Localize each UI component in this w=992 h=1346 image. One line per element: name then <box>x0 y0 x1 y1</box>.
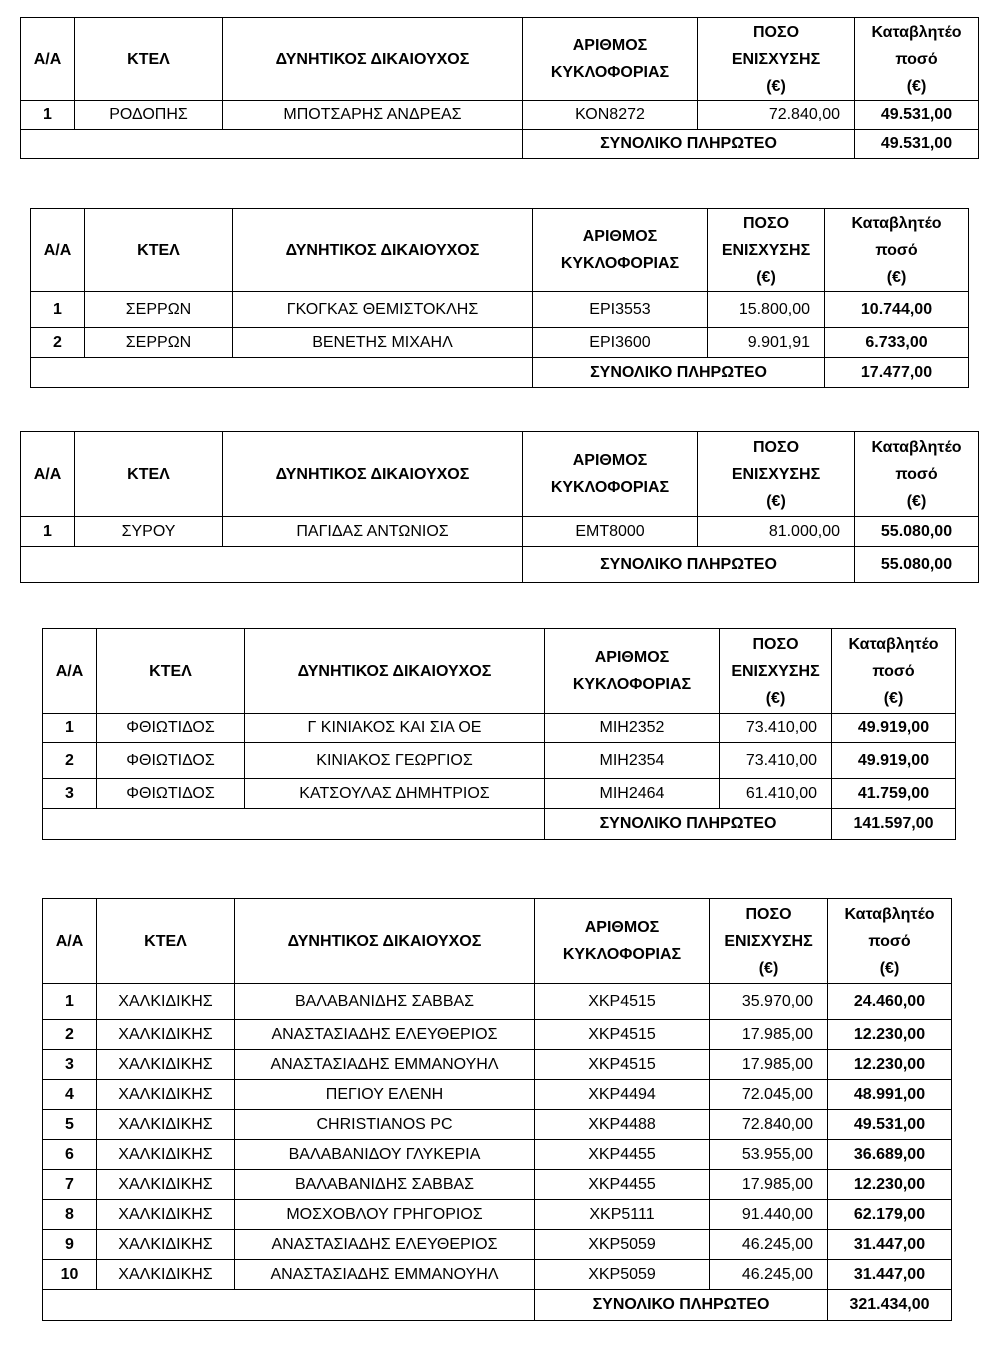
header-aid-amount <box>710 899 828 984</box>
row-aid-amount: 17.985,00 <box>710 1050 828 1080</box>
row-payable-amount: 36.689,00 <box>828 1140 952 1170</box>
row-registration: ΜΙΗ2464 <box>545 779 720 809</box>
table-row <box>43 1140 952 1170</box>
header-registration-text: ΑΡΙΘΜΟΣ <box>594 649 670 666</box>
table-row <box>43 743 956 779</box>
row-aid-amount: 61.410,00 <box>720 779 832 809</box>
row-ktel: ΧΑΛΚΙΔΙΚΗΣ <box>97 1020 235 1050</box>
row-payable-amount: 55.080,00 <box>855 517 979 547</box>
row-ktel: ΦΘΙΩΤΙΔΟΣ <box>97 743 245 779</box>
header-registration-text: ΚΥΚΛΟΦΟΡΙΑΣ <box>572 676 692 693</box>
table-row <box>43 714 956 743</box>
header-beneficiary-text: ΔΥΝΗΤΙΚΟΣ ΔΙΚΑΙΟΥΧΟΣ <box>275 465 470 483</box>
header-registration-text: ΚΥΚΛΟΦΟΡΙΑΣ <box>550 64 670 81</box>
header-aid-amount-text: ΠΟΣΟ <box>742 214 790 232</box>
row-beneficiary: ΚΑΤΣΟΥΛΑΣ ΔΗΜΗΤΡΙΟΣ <box>245 779 545 809</box>
row-payable-amount: 31.447,00 <box>828 1230 952 1260</box>
header-aid-amount-text: ΕΝΙΣΧΥΣΗΣ <box>731 50 821 68</box>
row-registration: ΧΚΡ4515 <box>535 984 710 1020</box>
header-payable-amount-text: (€) <box>906 77 927 95</box>
row-aid-amount: 73.410,00 <box>720 714 832 743</box>
row-aid-amount: 35.970,00 <box>710 984 828 1020</box>
total-label: ΣΥΝΟΛΙΚΟ ΠΛΗΡΩΤΕΟ <box>523 547 855 583</box>
header-aid-amount-text: (€) <box>756 268 776 286</box>
header-ktel-text: ΚΤΕΛ <box>144 932 187 950</box>
row-payable-amount: 49.531,00 <box>828 1110 952 1140</box>
table-header-row <box>31 209 969 292</box>
table-row <box>43 779 956 809</box>
header-aa <box>43 899 97 984</box>
total-label: ΣΥΝΟΛΙΚΟ ΠΛΗΡΩΤΕΟ <box>523 130 855 159</box>
header-aid-amount-text: ΕΝΙΣΧΥΣΗΣ <box>731 662 820 680</box>
row-payable-amount: 49.531,00 <box>855 101 979 130</box>
header-ktel-text: ΚΤΕΛ <box>127 50 170 68</box>
row-number: 1 <box>31 292 85 328</box>
row-ktel: ΡΟΔΟΠΗΣ <box>75 101 223 130</box>
total-row <box>31 358 969 388</box>
header-aid-amount-text: ΠΟΣΟ <box>752 23 800 41</box>
row-registration: ΧΚΡ5059 <box>535 1260 710 1290</box>
total-amount: 17.477,00 <box>825 358 969 388</box>
row-beneficiary: ΒΑΛΑΒΑΝΙΔΟΥ ΓΛΥΚΕΡΙΑ <box>235 1140 535 1170</box>
row-beneficiary: ΒΑΛΑΒΑΝΙΔΗΣ ΣΑΒΒΑΣ <box>235 984 535 1020</box>
row-number: 1 <box>21 101 75 130</box>
header-aid-amount-text: ΠΟΣΟ <box>745 905 792 923</box>
row-registration: ΧΚΡ5111 <box>535 1200 710 1230</box>
header-aid-amount-text: (€) <box>765 689 786 707</box>
header-registration-text: ΚΥΚΛΟΦΟΡΙΑΣ <box>562 946 682 963</box>
header-beneficiary <box>245 629 545 714</box>
header-payable-amount-text: (€) <box>906 492 927 510</box>
row-ktel: ΧΑΛΚΙΔΙΚΗΣ <box>97 1200 235 1230</box>
header-aa <box>21 432 75 517</box>
table-row <box>43 1020 952 1050</box>
header-registration <box>535 899 710 984</box>
header-payable-amount <box>855 432 979 517</box>
header-ktel <box>97 629 245 714</box>
total-row <box>43 809 956 840</box>
header-registration-text: ΚΥΚΛΟΦΟΡΙΑΣ <box>550 479 670 496</box>
header-payable-amount-text: ποσό <box>875 241 918 259</box>
payment-table <box>20 431 979 583</box>
row-beneficiary: ΚΙΝΙΑΚΟΣ ΓΕΩΡΓΙΟΣ <box>245 743 545 779</box>
header-aid-amount-text: ΕΝΙΣΧΥΣΗΣ <box>724 932 813 950</box>
row-payable-amount: 49.919,00 <box>832 714 956 743</box>
header-registration-text: ΑΡΙΘΜΟΣ <box>584 919 660 936</box>
header-registration <box>523 432 698 517</box>
row-number: 2 <box>43 1020 97 1050</box>
row-ktel: ΣΥΡΟΥ <box>75 517 223 547</box>
header-aa-text: Α/Α <box>33 50 62 68</box>
header-registration-text: ΑΡΙΘΜΟΣ <box>572 37 648 54</box>
row-beneficiary: ΑΝΑΣΤΑΣΙΑΔΗΣ ΕΛΕΥΘΕΡΙΟΣ <box>235 1020 535 1050</box>
header-ktel <box>75 18 223 101</box>
row-beneficiary: ΜΠΟΤΣΑΡΗΣ ΑΝΔΡΕΑΣ <box>223 101 523 130</box>
row-registration: ΧΚΡ4455 <box>535 1140 710 1170</box>
row-beneficiary: ΜΟΣΧΟΒΛΟΥ ΓΡΗΓΟΡΙΟΣ <box>235 1200 535 1230</box>
row-payable-amount: 12.230,00 <box>828 1020 952 1050</box>
header-registration-text: ΑΡΙΘΜΟΣ <box>582 228 658 245</box>
total-row-blank <box>21 547 523 583</box>
row-beneficiary: ΑΝΑΣΤΑΣΙΑΔΗΣ ΕΛΕΥΘΕΡΙΟΣ <box>235 1230 535 1260</box>
row-ktel: ΧΑΛΚΙΔΙΚΗΣ <box>97 1110 235 1140</box>
table-header-row <box>21 18 979 101</box>
header-payable-amount-text: Καταβλητέο <box>871 23 962 41</box>
header-payable-amount <box>825 209 969 292</box>
header-registration-text: ΑΡΙΘΜΟΣ <box>572 452 648 469</box>
header-payable-amount-text: (€) <box>879 959 900 977</box>
table-row <box>21 101 979 130</box>
total-label: ΣΥΝΟΛΙΚΟ ΠΛΗΡΩΤΕΟ <box>535 1290 828 1321</box>
header-aid-amount-text: (€) <box>766 492 786 510</box>
row-registration: ΧΚΡ4494 <box>535 1080 710 1110</box>
header-beneficiary <box>223 432 523 517</box>
row-number: 10 <box>43 1260 97 1290</box>
header-aid-amount-text: ΕΝΙΣΧΥΣΗΣ <box>721 241 811 259</box>
row-registration: ΧΚΡ4488 <box>535 1110 710 1140</box>
header-payable-amount-text: ποσό <box>868 932 911 950</box>
header-beneficiary <box>235 899 535 984</box>
row-number: 1 <box>43 984 97 1020</box>
row-payable-amount: 49.919,00 <box>832 743 956 779</box>
table-row <box>21 517 979 547</box>
row-aid-amount: 72.045,00 <box>710 1080 828 1110</box>
payment-table <box>42 628 956 840</box>
row-registration: ΕΡΙ3553 <box>533 292 708 328</box>
header-aid-amount <box>720 629 832 714</box>
table-header-row <box>43 629 956 714</box>
row-payable-amount: 48.991,00 <box>828 1080 952 1110</box>
row-ktel: ΧΑΛΚΙΔΙΚΗΣ <box>97 984 235 1020</box>
header-aid-amount <box>708 209 825 292</box>
row-ktel: ΧΑΛΚΙΔΙΚΗΣ <box>97 1170 235 1200</box>
total-amount: 55.080,00 <box>855 547 979 583</box>
row-ktel: ΧΑΛΚΙΔΙΚΗΣ <box>97 1080 235 1110</box>
header-beneficiary-text: ΔΥΝΗΤΙΚΟΣ ΔΙΚΑΙΟΥΧΟΣ <box>287 932 482 950</box>
row-registration: ΧΚΡ4515 <box>535 1020 710 1050</box>
row-registration: ΕΜΤ8000 <box>523 517 698 547</box>
header-aid-amount-text: (€) <box>758 959 779 977</box>
total-amount: 321.434,00 <box>828 1290 952 1321</box>
total-row-blank <box>43 809 545 840</box>
row-aid-amount: 9.901,91 <box>708 328 825 358</box>
row-beneficiary: ΠΑΓΙΔΑΣ ΑΝΤΩΝΙΟΣ <box>223 517 523 547</box>
total-row-blank <box>43 1290 535 1321</box>
header-payable-amount <box>855 18 979 101</box>
payment-table <box>30 208 969 388</box>
header-registration <box>533 209 708 292</box>
row-aid-amount: 46.245,00 <box>710 1230 828 1260</box>
row-beneficiary: ΒΑΛΑΒΑΝΙΔΗΣ ΣΑΒΒΑΣ <box>235 1170 535 1200</box>
total-amount: 141.597,00 <box>832 809 956 840</box>
payment-table <box>20 17 979 159</box>
header-registration <box>523 18 698 101</box>
header-registration-text: ΚΥΚΛΟΦΟΡΙΑΣ <box>560 255 680 272</box>
table-row <box>43 984 952 1020</box>
header-payable-amount-text: ποσό <box>872 662 915 680</box>
table-row <box>31 328 969 358</box>
header-ktel <box>97 899 235 984</box>
header-payable-amount-text: Καταβλητέο <box>871 438 962 456</box>
row-beneficiary: ΒΕΝΕΤΗΣ ΜΙΧΑΗΛ <box>233 328 533 358</box>
header-payable-amount <box>832 629 956 714</box>
table-row <box>43 1200 952 1230</box>
header-ktel <box>85 209 233 292</box>
row-number: 2 <box>43 743 97 779</box>
header-aid-amount <box>698 432 855 517</box>
row-ktel: ΦΘΙΩΤΙΔΟΣ <box>97 714 245 743</box>
row-payable-amount: 12.230,00 <box>828 1050 952 1080</box>
row-aid-amount: 73.410,00 <box>720 743 832 779</box>
header-ktel-text: ΚΤΕΛ <box>149 662 192 680</box>
row-ktel: ΣΕΡΡΩΝ <box>85 292 233 328</box>
header-payable-amount-text: (€) <box>883 689 904 707</box>
row-payable-amount: 24.460,00 <box>828 984 952 1020</box>
header-beneficiary <box>223 18 523 101</box>
header-aid-amount <box>698 18 855 101</box>
header-aid-amount-text: ΠΟΣΟ <box>752 635 799 653</box>
table-header-row <box>21 432 979 517</box>
header-ktel-text: ΚΤΕΛ <box>127 465 170 483</box>
row-number: 3 <box>43 779 97 809</box>
header-beneficiary-text: ΔΥΝΗΤΙΚΟΣ ΔΙΚΑΙΟΥΧΟΣ <box>297 662 492 680</box>
header-beneficiary <box>233 209 533 292</box>
row-beneficiary: ΓΚΟΓΚΑΣ ΘΕΜΙΣΤΟΚΛΗΣ <box>233 292 533 328</box>
row-number: 7 <box>43 1170 97 1200</box>
row-number: 4 <box>43 1080 97 1110</box>
header-payable-amount-text: Καταβλητέο <box>851 214 942 232</box>
header-aa-text: Α/Α <box>43 241 72 259</box>
header-aid-amount-text: (€) <box>766 77 786 95</box>
row-ktel: ΦΘΙΩΤΙΔΟΣ <box>97 779 245 809</box>
row-payable-amount: 6.733,00 <box>825 328 969 358</box>
row-ktel: ΧΑΛΚΙΔΙΚΗΣ <box>97 1140 235 1170</box>
header-payable-amount-text: Καταβλητέο <box>844 905 935 923</box>
row-registration: ΧΚΡ5059 <box>535 1230 710 1260</box>
row-ktel: ΣΕΡΡΩΝ <box>85 328 233 358</box>
row-payable-amount: 12.230,00 <box>828 1170 952 1200</box>
total-label: ΣΥΝΟΛΙΚΟ ΠΛΗΡΩΤΕΟ <box>545 809 832 840</box>
header-registration <box>545 629 720 714</box>
row-number: 2 <box>31 328 85 358</box>
header-aa-text: Α/Α <box>33 465 62 483</box>
row-number: 5 <box>43 1110 97 1140</box>
row-registration: ΧΚΡ4455 <box>535 1170 710 1200</box>
row-number: 1 <box>43 714 97 743</box>
row-aid-amount: 53.955,00 <box>710 1140 828 1170</box>
row-number: 6 <box>43 1140 97 1170</box>
total-row-blank <box>21 130 523 159</box>
header-payable-amount-text: (€) <box>886 268 907 286</box>
row-aid-amount: 81.000,00 <box>698 517 855 547</box>
row-payable-amount: 62.179,00 <box>828 1200 952 1230</box>
total-label: ΣΥΝΟΛΙΚΟ ΠΛΗΡΩΤΕΟ <box>533 358 825 388</box>
header-payable-amount-text: Καταβλητέο <box>848 635 939 653</box>
table-row <box>43 1110 952 1140</box>
row-beneficiary: ΑΝΑΣΤΑΣΙΑΔΗΣ ΕΜΜΑΝΟΥΗΛ <box>235 1050 535 1080</box>
header-beneficiary-text: ΔΥΝΗΤΙΚΟΣ ΔΙΚΑΙΟΥΧΟΣ <box>275 50 470 68</box>
total-amount: 49.531,00 <box>855 130 979 159</box>
row-beneficiary: ΠΕΓΙΟΥ ΕΛΕΝΗ <box>235 1080 535 1110</box>
row-beneficiary: ΑΝΑΣΤΑΣΙΑΔΗΣ ΕΜΜΑΝΟΥΗΛ <box>235 1260 535 1290</box>
row-ktel: ΧΑΛΚΙΔΙΚΗΣ <box>97 1230 235 1260</box>
row-ktel: ΧΑΛΚΙΔΙΚΗΣ <box>97 1260 235 1290</box>
payment-table <box>42 898 952 1321</box>
row-payable-amount: 10.744,00 <box>825 292 969 328</box>
total-row <box>21 547 979 583</box>
total-row <box>21 130 979 159</box>
header-aa <box>21 18 75 101</box>
header-beneficiary-text: ΔΥΝΗΤΙΚΟΣ ΔΙΚΑΙΟΥΧΟΣ <box>285 241 480 259</box>
table-row <box>43 1230 952 1260</box>
table-row <box>31 292 969 328</box>
row-number: 8 <box>43 1200 97 1230</box>
row-beneficiary: CHRISTIANOS PC <box>235 1110 535 1140</box>
total-row <box>43 1290 952 1321</box>
total-row-blank <box>31 358 533 388</box>
row-registration: ΕΡΙ3600 <box>533 328 708 358</box>
row-aid-amount: 72.840,00 <box>710 1110 828 1140</box>
row-registration: ΜΙΗ2352 <box>545 714 720 743</box>
row-number: 3 <box>43 1050 97 1080</box>
table-row <box>43 1080 952 1110</box>
row-aid-amount: 72.840,00 <box>698 101 855 130</box>
header-aa <box>31 209 85 292</box>
row-beneficiary: Γ ΚΙΝΙΑΚΟΣ ΚΑΙ ΣΙΑ ΟΕ <box>245 714 545 743</box>
table-row <box>43 1050 952 1080</box>
row-number: 1 <box>21 517 75 547</box>
header-aa-text: Α/Α <box>55 932 84 950</box>
row-aid-amount: 15.800,00 <box>708 292 825 328</box>
header-payable-amount-text: ποσό <box>895 465 938 483</box>
header-aid-amount-text: ΠΟΣΟ <box>752 438 800 456</box>
row-registration: ΚΟΝ8272 <box>523 101 698 130</box>
header-aa-text: Α/Α <box>55 662 84 680</box>
row-aid-amount: 17.985,00 <box>710 1170 828 1200</box>
header-ktel <box>75 432 223 517</box>
row-payable-amount: 31.447,00 <box>828 1260 952 1290</box>
row-aid-amount: 91.440,00 <box>710 1200 828 1230</box>
row-aid-amount: 17.985,00 <box>710 1020 828 1050</box>
row-payable-amount: 41.759,00 <box>832 779 956 809</box>
table-row <box>43 1170 952 1200</box>
row-registration: ΧΚΡ4515 <box>535 1050 710 1080</box>
table-row <box>43 1260 952 1290</box>
row-number: 9 <box>43 1230 97 1260</box>
header-payable-amount-text: ποσό <box>895 50 938 68</box>
row-aid-amount: 46.245,00 <box>710 1260 828 1290</box>
table-header-row <box>43 899 952 984</box>
header-payable-amount <box>828 899 952 984</box>
row-registration: ΜΙΗ2354 <box>545 743 720 779</box>
header-aid-amount-text: ΕΝΙΣΧΥΣΗΣ <box>731 465 821 483</box>
header-aa <box>43 629 97 714</box>
row-ktel: ΧΑΛΚΙΔΙΚΗΣ <box>97 1050 235 1080</box>
header-ktel-text: ΚΤΕΛ <box>137 241 180 259</box>
